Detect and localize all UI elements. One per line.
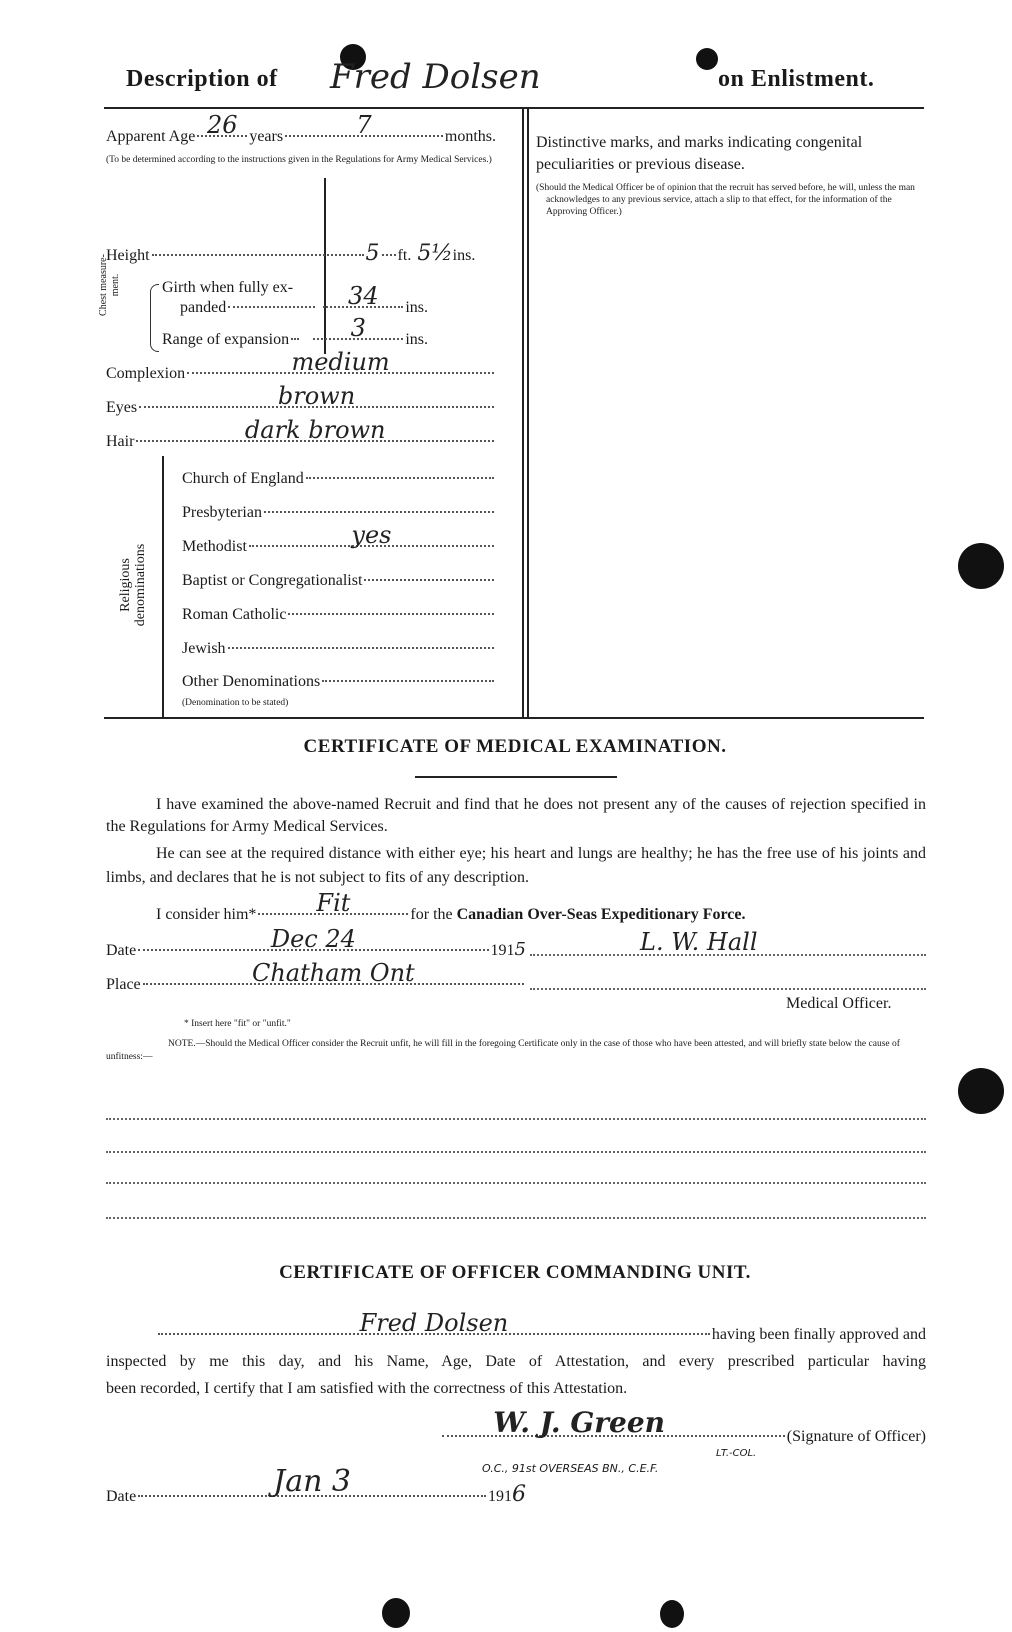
commanding-year-value: 6: [512, 1482, 526, 1507]
height-row: [106, 243, 476, 265]
unfitness-line: [106, 1217, 926, 1219]
officer-signature: W. J. Green: [493, 1406, 666, 1439]
range-value: 3: [350, 314, 366, 342]
unfitness-line: [106, 1182, 926, 1184]
recruit-name: Fred Dolsen: [330, 57, 541, 97]
signature-line: [530, 988, 926, 990]
eyes-value: brown: [277, 382, 356, 410]
punch-hole: [660, 1600, 684, 1628]
religion-row: [182, 470, 496, 488]
commanding-name-row: [156, 1309, 926, 1344]
commanding-text-1: having been finally approved and: [711, 1326, 926, 1343]
religion-row: [182, 504, 496, 522]
girth-label-2: panded: [180, 299, 227, 316]
unfitness-line: [106, 1118, 926, 1120]
medical-officer-signature: L. W. Hall: [640, 928, 758, 956]
girth-value: 34: [348, 282, 379, 310]
eyes-label: Eyes: [106, 399, 138, 416]
religion-label: Methodist: [182, 538, 247, 555]
year-prefix: 191: [488, 1488, 512, 1505]
consider-label: I consider him*: [156, 906, 257, 923]
header-suffix: on Enlistment.: [718, 66, 875, 92]
commanding-date-row: [106, 1464, 526, 1507]
complexion-value: medium: [291, 348, 390, 376]
date-label: Date: [106, 942, 137, 959]
age-label: Apparent Age: [106, 128, 196, 145]
insert-note: * Insert here "fit" or "unfit.": [184, 1019, 291, 1029]
punch-hole: [958, 1068, 1004, 1114]
year-prefix: 191: [490, 942, 515, 959]
force-name: Canadian Over-Seas Expeditionary Force.: [456, 906, 746, 923]
consider-row: [156, 889, 836, 924]
religion-label: Presbyterian: [182, 504, 262, 521]
age-months: 7: [356, 111, 372, 139]
religion-row: [182, 673, 496, 691]
medical-certificate-title: CERTIFICATE OF MEDICAL EXAMINATION.: [303, 736, 727, 757]
top-rule: [104, 107, 924, 109]
table-bottom-rule: [104, 717, 924, 719]
religion-bracket: [162, 456, 164, 717]
medical-date-value: Dec 24: [270, 925, 356, 953]
religion-label: Other Denominations: [182, 673, 321, 690]
hair-row: [106, 416, 496, 451]
ins-label: ins.: [405, 299, 428, 316]
ins-label: ins.: [405, 331, 428, 348]
range-row: [162, 314, 428, 349]
fitness-value: Fit: [316, 889, 351, 917]
height-in: 5½: [417, 241, 453, 266]
range-label: Range of expansion: [162, 331, 290, 348]
rank-stamp: LT.-COL.: [716, 1448, 757, 1459]
religion-row: [182, 521, 496, 556]
ft-label: ft.: [397, 247, 412, 264]
age-row: [106, 111, 496, 146]
title-underline: [415, 776, 617, 778]
religion-row: [182, 640, 496, 658]
hair-label: Hair: [106, 433, 135, 450]
distinctive-marks-label: Distinctive marks, and marks indicating congenital peculiarities or previous disease.: [536, 134, 863, 173]
column-divider: [522, 107, 524, 718]
commanding-name-value: Fred Dolsen: [359, 1309, 509, 1337]
complexion-row: [106, 348, 496, 383]
unit-stamp: O.C., 91st OVERSEAS BN., C.E.F.: [482, 1462, 659, 1475]
measure-divider: [324, 178, 326, 354]
years-label: years: [249, 128, 284, 145]
punch-hole: [958, 543, 1004, 589]
hair-value: dark brown: [244, 416, 386, 444]
religion-label: Jewish: [182, 640, 226, 657]
complexion-label: Complexion: [106, 365, 186, 382]
commanding-date-value: Jan 3: [273, 1464, 352, 1499]
ins-label: ins.: [452, 247, 476, 264]
religion-value: yes: [351, 521, 392, 549]
girth-label-1: Girth when fully ex-: [162, 279, 294, 296]
header-prefix: Description of: [126, 66, 278, 92]
officer-signature-row: [440, 1406, 926, 1446]
place-label: Place: [106, 976, 141, 993]
chest-label: Chest measure-ment.: [98, 254, 121, 316]
medical-date-row: [106, 925, 526, 960]
commanding-text-3: been recorded, I certify that I am satisfied with the correctness of this Attestation.: [106, 1380, 628, 1397]
other-denomination-note: (Denomination to be stated): [182, 698, 289, 708]
distinctive-marks-note: (Should the Medical Officer be of opinion that the recruit has served before, he will, unless the man acknowledges to any previous service, attach a slip to that effect, for the information of the Approving Officer.): [536, 183, 915, 217]
eyes-row: [106, 382, 496, 417]
religion-label: Baptist or Congregationalist: [182, 572, 363, 589]
religion-row: [182, 606, 496, 624]
column-divider: [527, 107, 529, 718]
medical-para-1: I have examined the above-named Recruit and find that he does not present any of the causes of rejection specified in the Regulations for Army Medical Services.: [106, 796, 926, 835]
consider-mid: for the: [410, 906, 453, 923]
height-ft: 5: [365, 241, 380, 266]
religion-label: Roman Catholic: [182, 606, 287, 623]
months-label: months.: [444, 128, 496, 145]
place-row: [106, 959, 526, 994]
religion-label: Religious denominations: [118, 543, 148, 627]
medical-year-value: 5: [514, 939, 526, 960]
height-label: Height: [106, 247, 150, 264]
age-years: 26: [207, 111, 238, 139]
unfitness-line: [106, 1151, 926, 1153]
commanding-certificate-title: CERTIFICATE OF OFFICER COMMANDING UNIT.: [279, 1262, 751, 1283]
unfit-note: NOTE.—Should the Medical Officer consider the Recruit unfit, he will fill in the foregoing Certificate only in the case of those who have been attested, and will briefly state below the cause of unfitness:—: [106, 1039, 900, 1062]
commanding-text-2: inspected by me this day, and his Name, Age, Date of Attestation, and every prescribed particular having: [106, 1353, 926, 1370]
age-note: (To be determined according to the instructions given in the Regulations for Army Medical Services.): [106, 155, 492, 165]
medical-officer-label: Medical Officer.: [786, 995, 892, 1012]
chest-brace: [150, 284, 159, 352]
signature-label: (Signature of Officer): [786, 1428, 926, 1445]
date-label: Date: [106, 1488, 137, 1505]
medical-para-2: He can see at the required distance with either eye; his heart and lungs are healthy; he has the free use of his joints and limbs, and declares that he is not subject to fits of any description.: [106, 845, 926, 886]
punch-hole: [696, 48, 718, 70]
religion-row: [182, 572, 496, 590]
religion-label: Church of England: [182, 470, 304, 487]
punch-hole: [382, 1598, 410, 1628]
place-value: Chatham Ont: [251, 959, 415, 987]
